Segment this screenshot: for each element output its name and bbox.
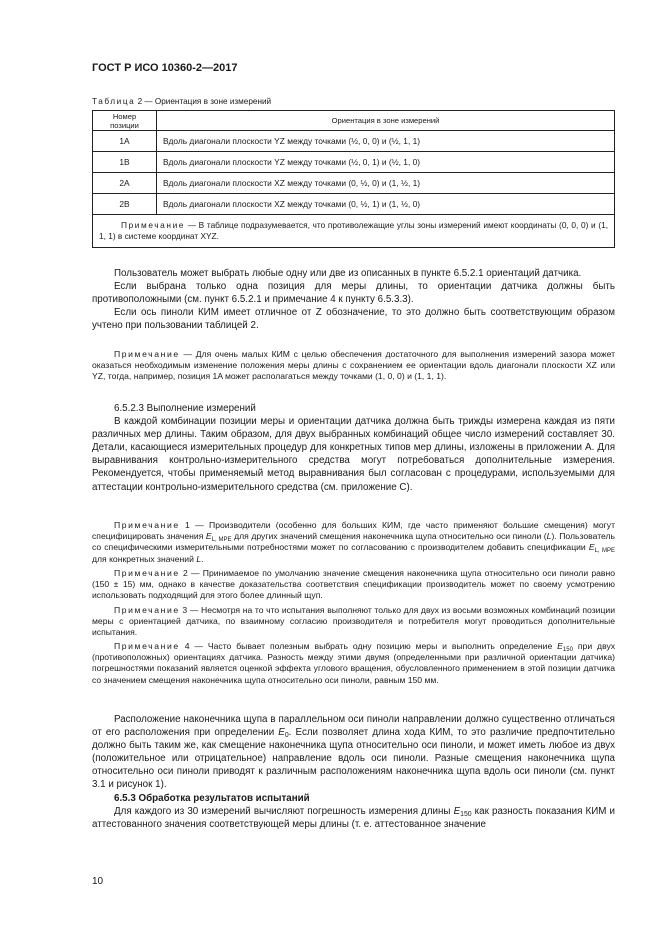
table-cell-orientation: Вдоль диагонали плоскости YZ между точками (½, 0, 0) и (½, 1, 1) [157, 131, 615, 152]
symbol-e: E [453, 805, 461, 817]
section-heading-6-5-2-3: 6.5.2.3 Выполнение измерений [114, 403, 256, 414]
symbol-e: E [557, 641, 563, 651]
symbol-subscript: L, MPE [211, 537, 232, 544]
table-cell-orientation: Вдоль диагонали плоскости XZ между точками (0, ½, 0) и (1, ½, 1) [157, 173, 615, 194]
table-caption-text: 2 — Ориентация в зоне измерений [137, 97, 272, 106]
table-note-row [93, 215, 615, 248]
symbol-e: E [588, 542, 595, 553]
note-word: Примечание [114, 641, 180, 651]
table-row [93, 194, 615, 215]
table-row [93, 131, 615, 152]
note-2 [92, 568, 615, 602]
note-text: 4 — Часто бывает полезным выбрать одну позицию меры и выполнить определение [184, 641, 553, 651]
note-word: Примечание [114, 349, 180, 359]
paragraph: Если выбрана только одна позиция для меры длины, то ориентации датчика должны быть противоположными (см. пункт 6.5.2.1 и примечание 4 к пункту 6.5.3.3). [92, 281, 615, 306]
table-row [93, 173, 615, 194]
table-note-word: Примечание [121, 220, 186, 230]
note-word: Примечание [114, 568, 180, 578]
table-header-row [93, 111, 615, 131]
symbol-subscript: 150 [562, 647, 573, 653]
symbol-e: E [278, 727, 285, 739]
note-text: для других значений смещения наконечника щупа относительно оси пиноли ( [234, 531, 547, 542]
note-3 [92, 605, 615, 639]
symbol-l: L [546, 531, 552, 542]
note-1 [92, 520, 615, 565]
table-cell-orientation: Вдоль диагонали плоскости YZ между точками (½, 0, 1) и (½, 1, 0) [157, 152, 615, 173]
table-cell-orientation: Вдоль диагонали плоскости XZ между точками (0, ½, 1) и (1, ½, 0) [157, 194, 615, 215]
table-cell-position: 2B [93, 194, 157, 215]
symbol-l: L [196, 553, 202, 564]
note-a [92, 349, 615, 383]
table-header-position: Номер позиции [93, 111, 157, 131]
table-note-text: — В таблице подразумевается, что противолежащие углы зоны измерений имеют координаты (0, 0, 0) и (1, 1, 1) в системе координат XYZ. [99, 220, 609, 241]
paragraph-text: . Если позволяет длина хода КИМ, то это различие предпочтительно должно быть таким же, как смещение наконечника щупа относительно оси пиноли, и может иметь любое из двух (положительное или отрицательное) направление вдоль оси пиноли. Разные смещения наконечника щупа относительно оси пиноли приводят к различным расположениям наконечника щупа вдоль оси пиноли (см. пункт 3.1 и рисунок 1). [92, 727, 615, 791]
note-text: Производители (особенно для больших КИМ, где часто применяют большие смещения) могут специфицировать значения [92, 520, 616, 542]
paragraph [92, 713, 615, 792]
page-number: 10 [92, 876, 104, 887]
symbol-e: E [205, 531, 212, 542]
paragraph: Пользователь может выбрать любые одну или две из описанных в пункте 6.5.2.1 ориентаций датчика. [114, 268, 582, 279]
body-block-2 [92, 402, 615, 494]
table-row [93, 152, 615, 173]
table-cell-position: 1A [93, 131, 157, 152]
note-text: для конкретных значений [92, 553, 194, 564]
paragraph-text: Для каждого из 30 измерений вычисляют погрешность измерения длины [114, 805, 451, 817]
note-number: 1 — [185, 520, 204, 530]
symbol-subscript: 150 [460, 810, 472, 818]
note-text: 3 — Несмотря на то что испытания выполняют только для двух из восьми возможных комбинаций позиции меры с ориентацией датчика, по взаимному согласию производителя и потребителя могут проводиться дополнительные испытания. [92, 605, 615, 638]
table-caption [92, 97, 271, 106]
note-word: Примечание [114, 520, 180, 530]
paragraph [92, 805, 615, 831]
symbol-subscript: 0 [284, 732, 289, 740]
note-text: — Для очень малых КИМ с целью обеспечения достаточного для выполнения измерений зазора может оказаться необходимым изменение положения меры длины с сохранением ее ориентации вдоль диагонали плоскости XZ или YZ, тогда, например, позиция 1A может располагаться между точками (1, 0, 0) и (1, 1, 1). [92, 349, 615, 382]
table-caption-word: Таблица [92, 97, 136, 106]
note-text: 2 — Принимаемое по умолчанию значение смещения наконечника щупа относительно оси пиноли равно (150 ± 15) мм, однако в качестве доказательства соответствия спецификации производитель может по своему усмотрению использовать подходящий для этого более длинный щуп. [92, 568, 615, 601]
table-header-orientation: Ориентация в зоне измерений [157, 111, 615, 131]
note-word: Примечание [114, 605, 180, 615]
table-note [93, 215, 615, 248]
note-text: . [201, 553, 204, 564]
paragraph: Если ось пиноли КИМ имеет отличное от Z обозначение, то это должно быть соответствующим образом учтено при пользовании таблицей 2. [92, 307, 615, 332]
paragraph-text: Расположение наконечника щупа в параллельном оси пиноли направлении должно существенно отличаться от его расположения при определении [92, 714, 615, 739]
note-text: ). Пользователь со специфическими измерительными потребностями может по согласованию с производителем добавить спецификации [92, 531, 616, 553]
table-cell-position: 2A [93, 173, 157, 194]
body-block-3 [92, 713, 615, 831]
document-header: ГОСТ Р ИСО 10360-2—2017 [92, 62, 238, 74]
orientation-table [92, 110, 615, 248]
note-text: при двух (противоположных) ориентациях датчика. Разность между этими двумя (определенными при различной ориентации датчика) погрешностями показаний является оценкой эффекта углового вращения, обусловленного применением в этой позиции датчика со значением смещения наконечника щупа относительно оси пиноли, равным 150 мм. [92, 641, 616, 685]
symbol-subscript: L, MPE [594, 548, 615, 555]
paragraph: В каждой комбинации позиции меры и ориентации датчика должна быть трижды измерена каждая из пяти различных мер длины. Таким образом, для двух выбранных комбинаций общее число измерений составляет 30. Детали, касающиеся измерительных процедур для конкретных типов мер длины, изложены в приложении А. Для выравнивания контрольно-измерительного средства могут потребоваться дополнительные измерения. Рекомендуется, чтобы применяемый метод выравнивания был согласован с процедурами, используемыми для аттестации контрольно-измерительного средства (см. приложение С). [92, 416, 615, 493]
section-heading-6-5-3: 6.5.3 Обработка результатов испытаний [114, 792, 310, 804]
paragraph-text: как разность показания КИМ и аттестованного значения соответствующей меры длины (т. е. аттестованное значение [92, 805, 615, 830]
note-4 [92, 641, 615, 686]
table-cell-position: 1B [93, 152, 157, 173]
body-block-1 [92, 267, 615, 332]
